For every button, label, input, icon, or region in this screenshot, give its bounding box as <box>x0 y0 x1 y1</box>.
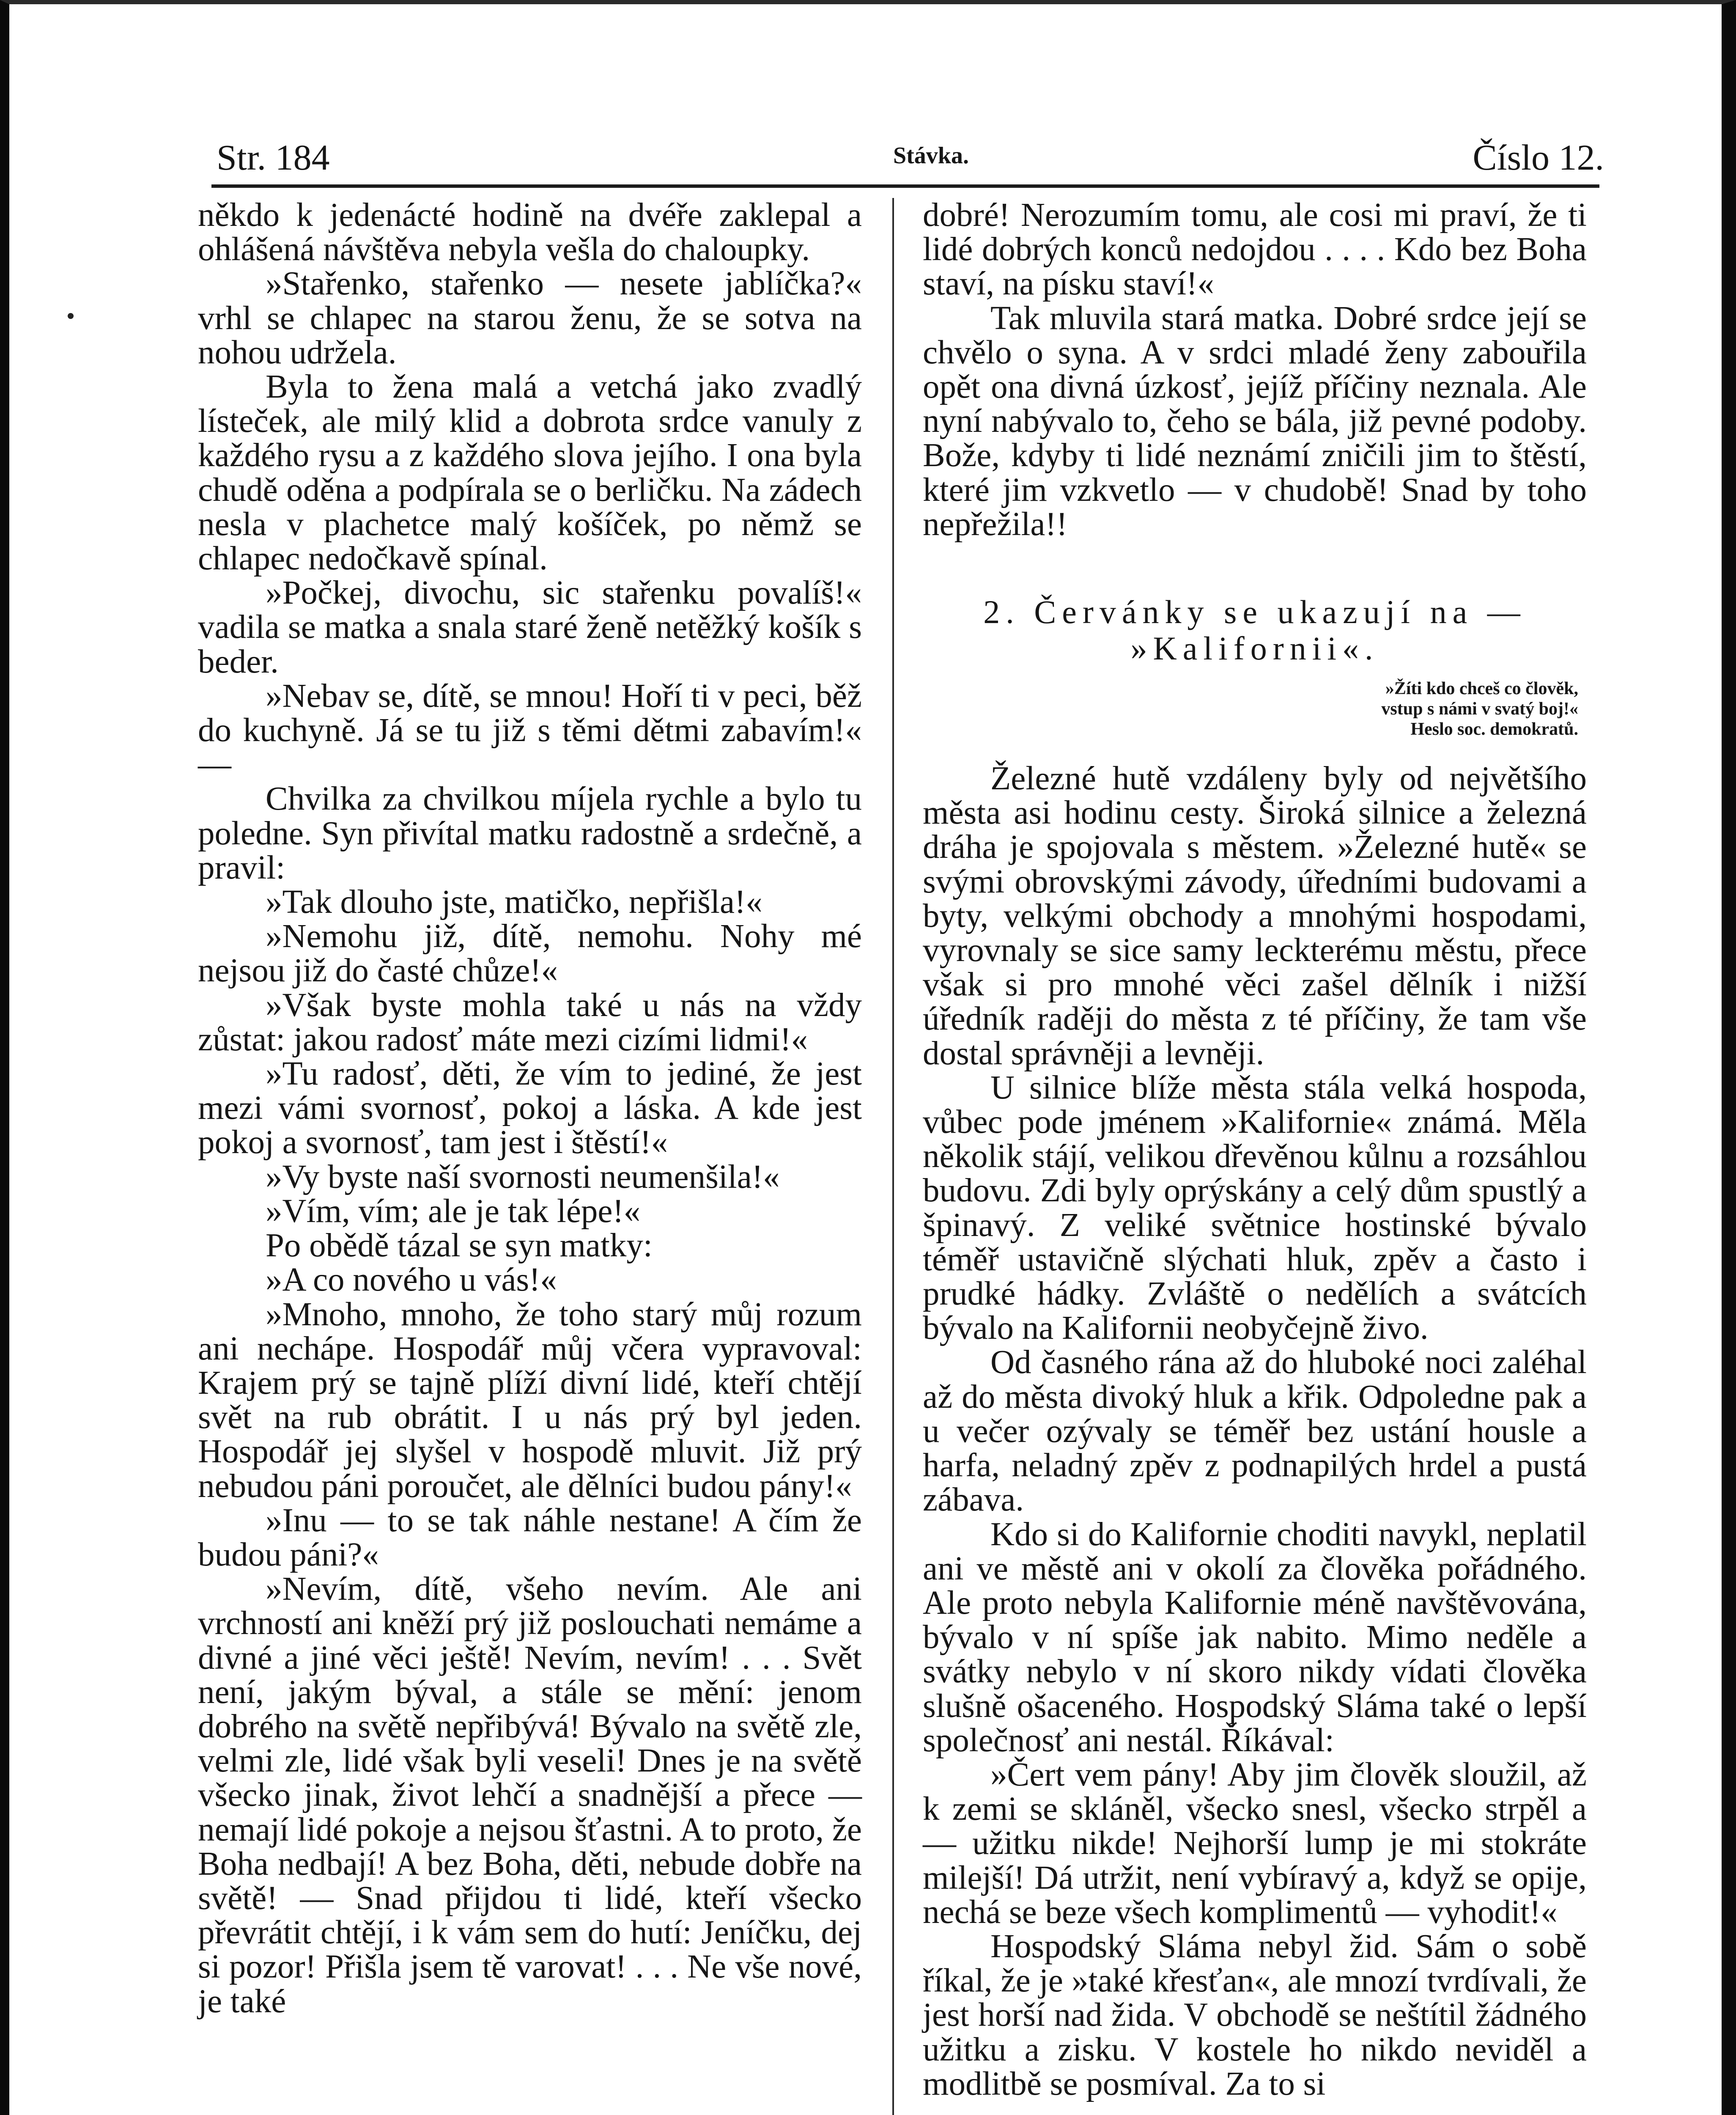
paragraph: Tak mluvila stará matka. Dobré srdce její se chvělo o syna. A v srdci mladé ženy zabouřila opět ona divná úzkosť, jejíž příčiny neznala. Ale nyní nabývalo to, čeho se bála, již pevné podoby. Bože, kdyby ti lidé neznámí zničili jim to štěstí, které jim vzkvetlo — v chudobě! Snad by toho nepřežila!! <box>923 299 1587 543</box>
paragraph: »Inu — to se tak náhle nestane! A čím že budou páni?« <box>198 1502 862 1573</box>
journal-title: Stávka. <box>893 143 969 169</box>
paragraph: »Mnoho, mnoho, že toho starý můj rozum ani nechápe. Hospodář můj včera vypravoval: Krajem prý se tajně plíží divní lidé, kteří chtějí svět na rub obrátit. I u nás prý byl jeden. Hospodář jej slyšel v hospodě mluvit. Již prý nebudou páni poroučet, ale dělníci budou pány!« <box>198 1296 862 1505</box>
print-speck <box>68 313 74 319</box>
issue-number: Číslo 12. <box>1473 137 1604 178</box>
epigraph-source: Heslo soc. demokratů. <box>1410 720 1578 739</box>
paragraph: dobré! Nerozumím tomu, ale cosi mi praví, že ti lidé dobrých konců nedojdou . . . . Kdo bez Boha staví, na písku staví!« <box>923 197 1587 302</box>
right-column <box>923 198 1587 2101</box>
paragraph: »Vím, vím; ale je tak lépe!« <box>266 1192 641 1230</box>
paragraph: Chvilka za chvilkou míjela rychle a bylo tu poledne. Syn přivítal matku radostně a srdečně, a pravil: <box>198 780 862 886</box>
paragraph: »Stařenko, stařenko — nesete jablíčka?« vrhl se chlapec na starou ženu, že se sotva na nohou udržela. <box>198 265 862 371</box>
paragraph: »Však byste mohla také u nás na vždy zůstat: jakou radosť máte mezi cizími lidmi!« <box>198 986 862 1058</box>
paragraph: Železné hutě vzdáleny byly od největšího města asi hodinu cesty. Široká silnice a železná dráha je spojovala s městem. »Železné hutě« se svými obrovskými závody, úředními budovami a byty, velkými obchody a mnohými hospodami, vyrovnaly se sice samy leckterému městu, přece však si pro mnohé věci zašel dělník i nižší úředník raději do města z té příčiny, že tam vše dostal správněji a levněji. <box>923 760 1587 1072</box>
paragraph: »Tak dlouho jste, matičko, nepřišla!« <box>266 884 762 921</box>
header-rule <box>211 184 1599 188</box>
paragraph: »Čert vem pány! Aby jim člověk sloužil, až k zemi se skláněl, všecko snesl, všecko strpěl a — užitku nikde! Nejhorší lump je mi stokráte milejší! Dá utržit, není vybíravý a, když se opije, nechá se beze všech komplimentů — vyhodit!« <box>923 1756 1587 1931</box>
paragraph: Po obědě tázal se syn matky: <box>266 1227 653 1264</box>
section-heading <box>923 594 1587 667</box>
paragraph: »Vy byste naší svornosti neumenšila!« <box>266 1158 780 1195</box>
running-header <box>217 124 1604 187</box>
paragraph: Od časného rána až do hluboké noci zaléhal až do města divoký hluk a křik. Odpoledne pak a u večer ozývaly se téměř bez ustání housle a harfa, neladný zpěv z podnapilých hrdel a pustá zábava. <box>923 1344 1587 1519</box>
left-column <box>198 198 862 2019</box>
section-heading-line: 2. Červánky se ukazují na — <box>983 593 1526 631</box>
paragraph: »Počkej, divochu, sic stařenku povalíš!« vadila se matka a snala staré ženě netěžký košík s beder. <box>198 574 862 680</box>
page-number: Str. 184 <box>217 137 330 178</box>
paragraph: »Tu radosť, děti, že vím to jediné, že jest mezi vámi svornosť, pokoj a láska. A kde jest pokoj a svornosť, tam jest i štěstí!« <box>198 1055 862 1161</box>
epigraph <box>923 678 1582 739</box>
paragraph: Byla to žena malá a vetchá jako zvadlý lísteček, ale milý klid a dobrota srdce vanuly z každého rysu a z každého slova jejího. I ona byla chudě oděna a podpírala se o berličku. Na zádech nesla v plachetce malý košíček, po němž se chlapec nedočkavě spínal. <box>198 368 862 577</box>
paragraph: »Nebav se, dítě, se mnou! Hoří ti v peci, běž do kuchyně. Já se tu již s těmi dětmi zabavím!« — <box>198 677 862 783</box>
paragraph: Kdo si do Kalifornie choditi navykl, neplatil ani ve městě ani v okolí za člověka pořádného. Ale proto nebyla Kalifornie méně navštěvována, bývalo v ní spíše jak nabito. Mimo neděle a svátky nebylo v ní skoro nikdy vídati člověka slušně ošaceného. Hospodský Sláma také o lepší společnosť ani nestál. Říkával: <box>923 1516 1587 1759</box>
column-divider <box>892 198 894 2115</box>
paragraph: »A co nového u vás!« <box>266 1261 557 1299</box>
paragraph: U silnice blíže města stála velká hospoda, vůbec pode jménem »Kalifornie« známá. Měla několik stájí, velikou dřevěnou kůlnu a rozsáhlou budovu. Zdi byly oprýskány a celý dům spustlý a špinavý. Z veliké světnice hostinské bývalo téměř ustavičně slýchati hluk, zpěv a často i prudké hádky. Zvláště o nedělích a svátcích bývalo na Kalifornii neobyčejně živo. <box>923 1069 1587 1347</box>
paragraph: Hospodský Sláma nebyl žid. Sám o sobě říkal, že je »také křesťan«, ale mnozí tvrdívali, že jest horší nad žida. V obchodě se neštítil žádného užitku a zisku. V kostele ho nikdo neviděl a modlitbě se posmíval. Za to si <box>923 1928 1587 2102</box>
paragraph: »Nevím, dítě, všeho nevím. Ale ani vrchností ani kněží prý již poslouchati nemáme a divné a jiné věci ještě! Nevím, nevím! . . . Svět není, jakým býval, a stále se mění: jenom dobrého na světě nepřibývá! Bývalo na světě zle, velmi zle, lidé však byli veseli! Dnes je na světě všecko jinak, život lehčí a snadnější a přece — nemají lidé pokoje a nejsou šťastni. A to proto, že Boha nedbají! A bez Boha, děti, nebude dobře na světě! — Snad přijdou ti lidé, kteří všecko převrátit chtějí, i k vám sem do hutí: Jeníčku, dej si pozor! Přišla jsem tě varovat! . . . Ne vše nové, je také <box>198 1571 862 2020</box>
paragraph: »Nemohu již, dítě, nemohu. Nohy mé nejsou již do časté chůze!« <box>198 918 862 989</box>
section-heading-line: »Kalifornii«. <box>1130 630 1379 667</box>
epigraph-line: »Žíti kdo chceš co člověk, <box>1385 679 1578 699</box>
paragraph: někdo k jedenácté hodině na dvéře zaklepal a ohlášená návštěva nebyla vešla do chaloupky. <box>198 197 862 268</box>
epigraph-line: vstup s námi v svatý boj!« <box>1381 699 1578 719</box>
